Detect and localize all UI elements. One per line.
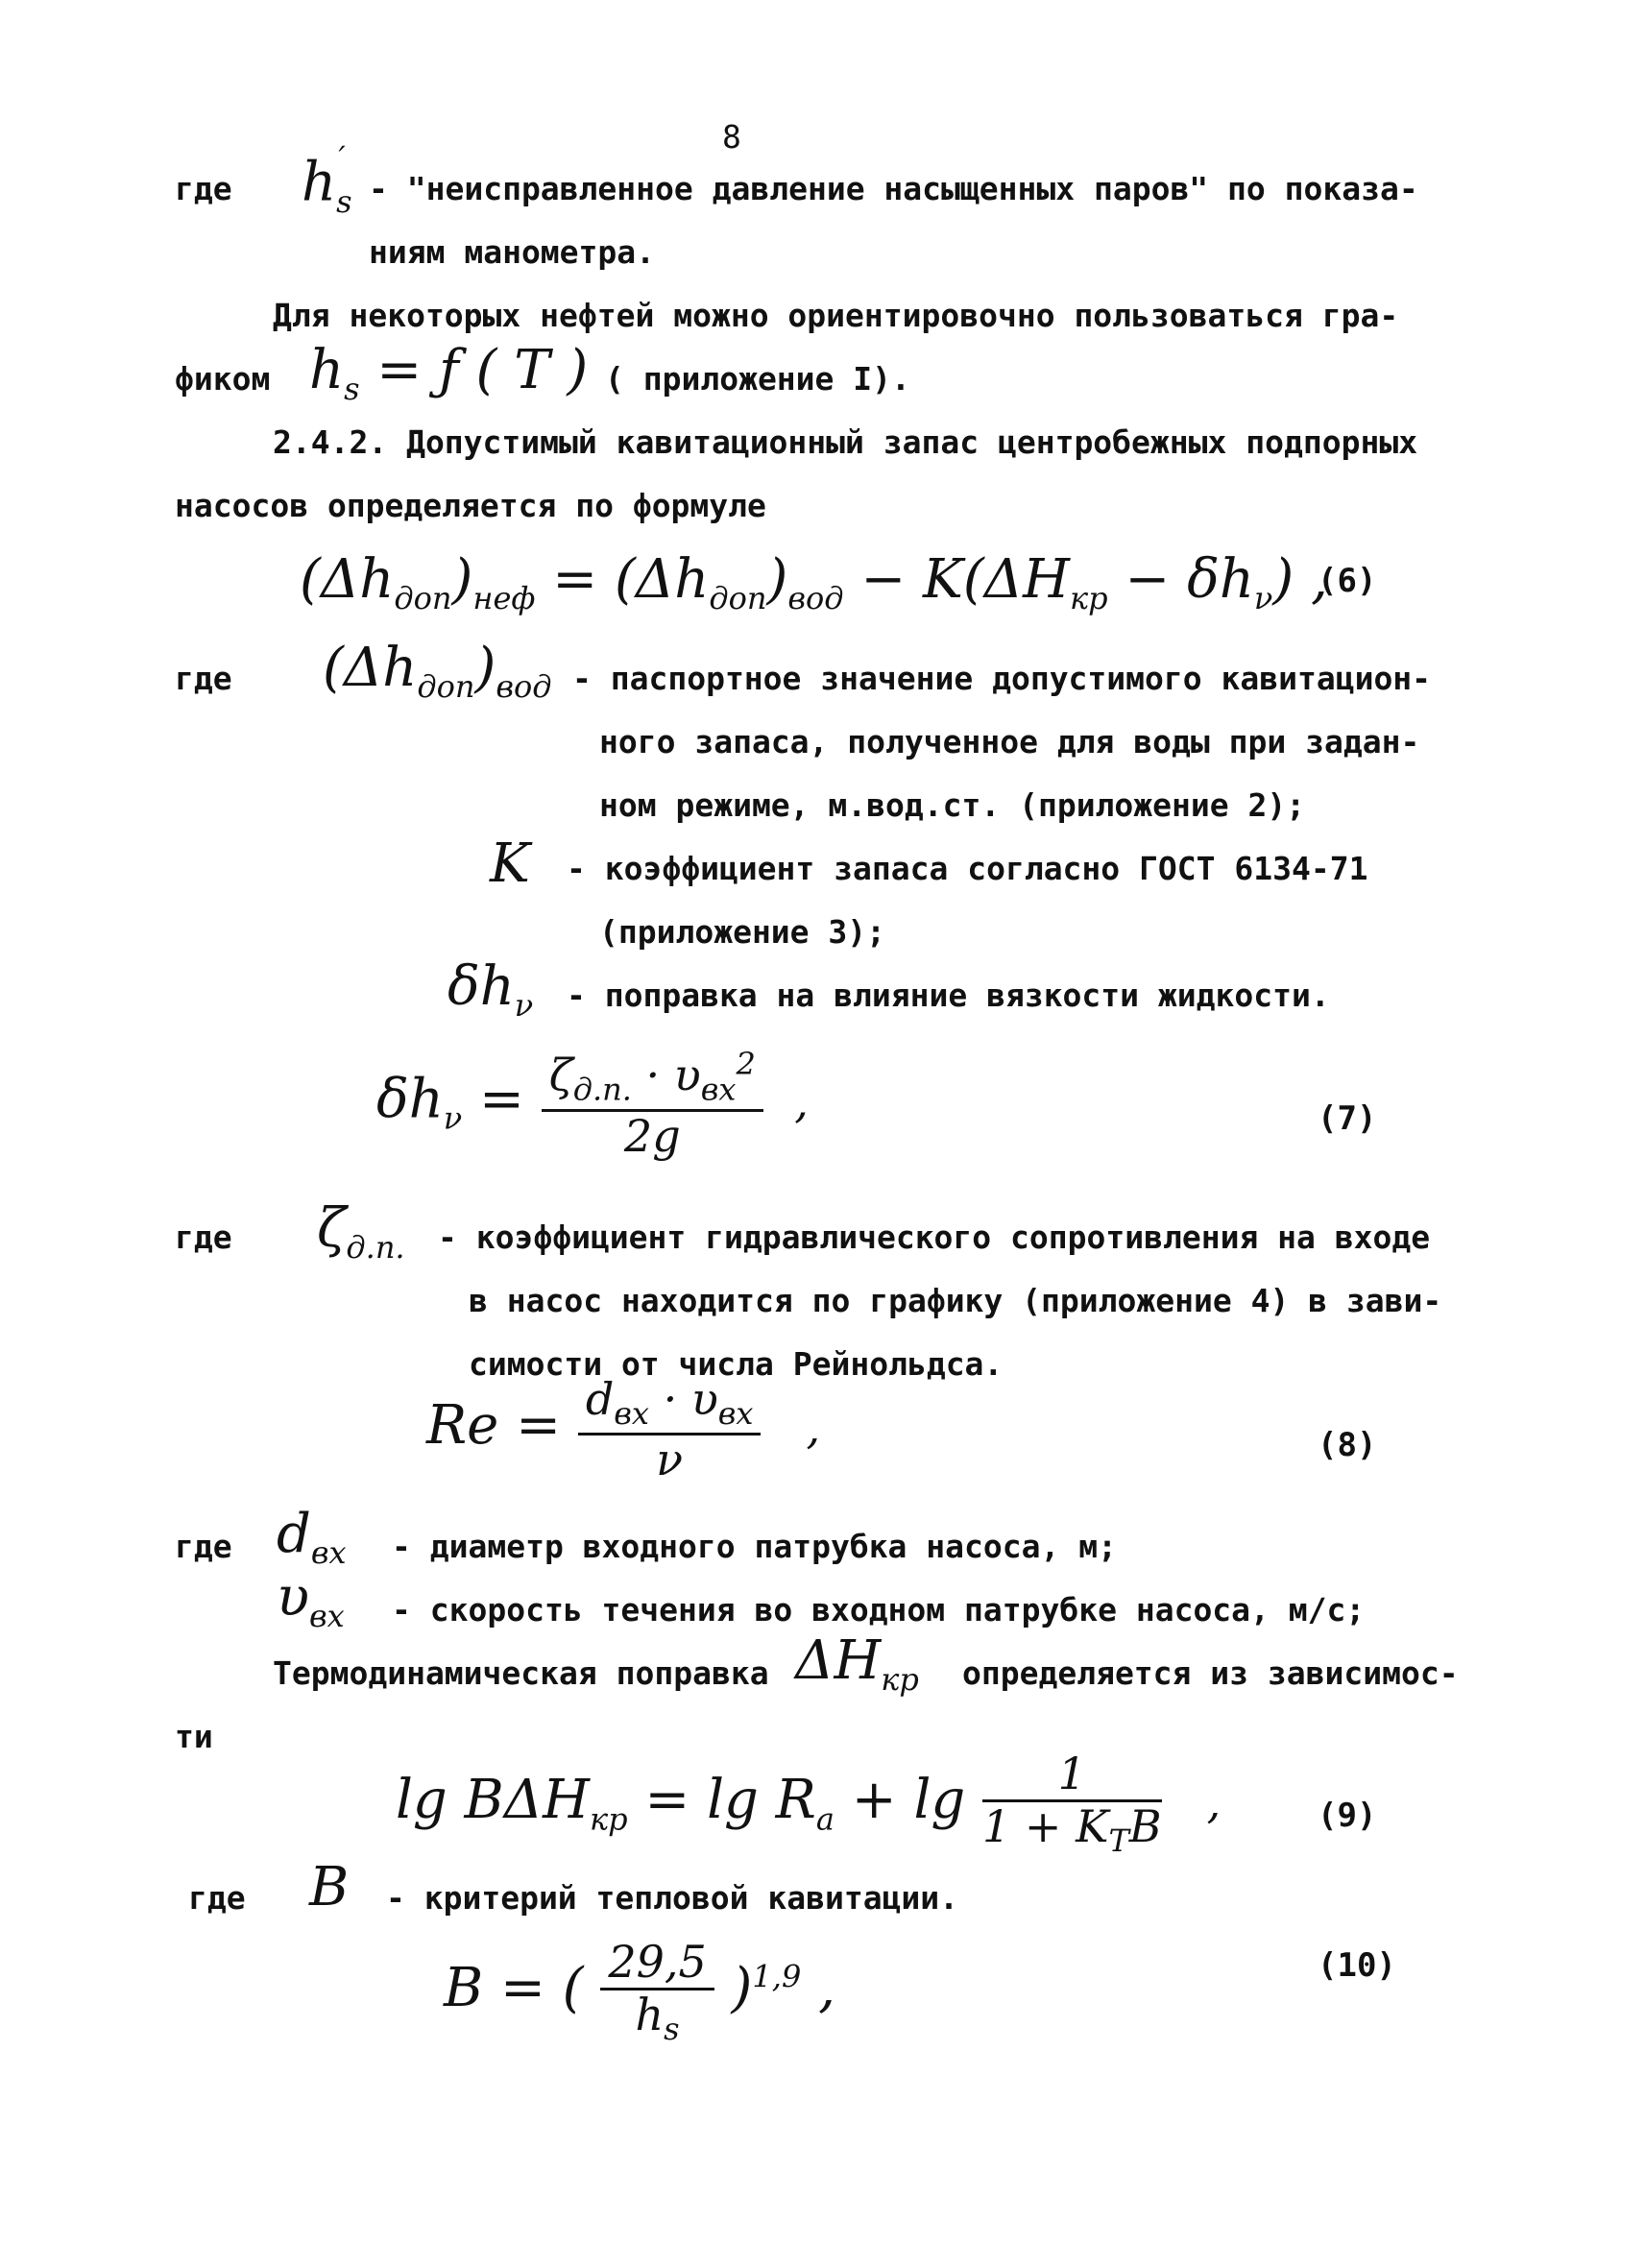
- definition-text: - диаметр входного патрубка насоса, м;: [392, 1528, 1117, 1565]
- formula-k: K: [490, 832, 530, 895]
- paragraph-text: фиком: [175, 360, 271, 398]
- paragraph-text: Для некоторых нефтей можно ориентировочно пользоваться гра-: [273, 297, 1399, 334]
- definition-text: (приложение 3);: [599, 913, 886, 951]
- formula-delta-h-kr: $\Delta H_{кр}$: [795, 1629, 919, 1699]
- definition-text: симости от числа Рейнольдса.: [469, 1345, 1004, 1383]
- where-label: где: [188, 1879, 246, 1917]
- equation-9: $\lg B\Delta H_{кр} = \lg R_a + \lg$ $\frac{1}{1 + K_TB}$ ,: [396, 1748, 1222, 1860]
- paragraph-text: - "неисправленное давление насыщенных паров" по показа-: [369, 170, 1418, 207]
- equation-number: (9): [1318, 1797, 1377, 1835]
- definition-text: - поправка на влияние вязкости жидкости.: [567, 977, 1330, 1014]
- formula-b: B: [309, 1856, 350, 1918]
- formula-d-in: $d_{вх}$: [277, 1503, 347, 1572]
- equation-6: $(\Delta h_{доп})_{неф} = (\Delta h_{доп})_{вод} - K(\Delta H_{кр} - \delta h_\nu)$ ,: [300, 548, 1328, 617]
- page-number: 8: [722, 118, 741, 156]
- definition-text: - паспортное значение допустимого кавитацион-: [572, 660, 1432, 697]
- definition-text: ного запаса, полученное для воды при задан-: [599, 723, 1420, 760]
- formula-hs-prime: $h_s'$: [302, 139, 352, 220]
- equation-10: B = ( $\frac{29,5}{h_s}$ )$^{1,9}$ ,: [444, 1936, 835, 2048]
- equation-number: (8): [1318, 1426, 1377, 1464]
- formula-zeta-dp: $\zeta_{д.п.}$: [317, 1197, 405, 1267]
- definition-text: в насос находится по графику (приложение 4) в зави-: [469, 1282, 1442, 1319]
- equation-number: (7): [1318, 1099, 1377, 1138]
- paragraph-text: определяется из зависимос-: [962, 1654, 1459, 1692]
- formula-hs-function: $h_s$ = ƒ ( T ): [309, 339, 589, 408]
- where-label: где: [175, 1528, 232, 1565]
- paragraph-text: ти: [175, 1718, 213, 1755]
- definition-text: - коэффициент гидравлического сопротивления на входе: [438, 1218, 1431, 1256]
- formula-delta-hv: $\delta h_\nu$: [448, 955, 534, 1025]
- where-label: где: [175, 660, 232, 697]
- paragraph-text: ниям манометра.: [369, 233, 656, 271]
- definition-text: - скорость течения во входном патрубке насоса, м/с;: [392, 1591, 1366, 1629]
- where-label: где: [175, 1218, 232, 1256]
- paragraph-text: Термодинамическая поправка: [273, 1654, 769, 1692]
- equation-8: Re = $\frac{d_{вх} \cdot \upsilon_{вх}}{\nu}$ ,: [426, 1373, 821, 1486]
- where-label: где: [175, 170, 232, 207]
- definition-text: ном режиме, м.вод.ст. (приложение 2);: [599, 786, 1306, 824]
- equation-7: $\delta h_\nu$ = $\frac{\zeta_{д.п.} \cdot \upsilon_{вх}^2}{2g}$ ,: [376, 1046, 809, 1162]
- paragraph-text: ( приложение I).: [605, 360, 910, 398]
- equation-number: (10): [1318, 1946, 1396, 1985]
- formula-dh-water: $(\Delta h_{доп})_{вод}$: [323, 637, 552, 706]
- paragraph-text: 2.4.2. Допустимый кавитационный запас центробежных подпорных: [273, 423, 1418, 461]
- paragraph-text: насосов определяется по формуле: [175, 487, 766, 524]
- equation-number: (6): [1318, 562, 1377, 600]
- formula-v-in: $\upsilon_{вх}$: [277, 1566, 345, 1635]
- definition-text: - коэффициент запаса согласно ГОСТ 6134-71: [567, 850, 1368, 887]
- definition-text: - критерий тепловой кавитации.: [386, 1879, 959, 1917]
